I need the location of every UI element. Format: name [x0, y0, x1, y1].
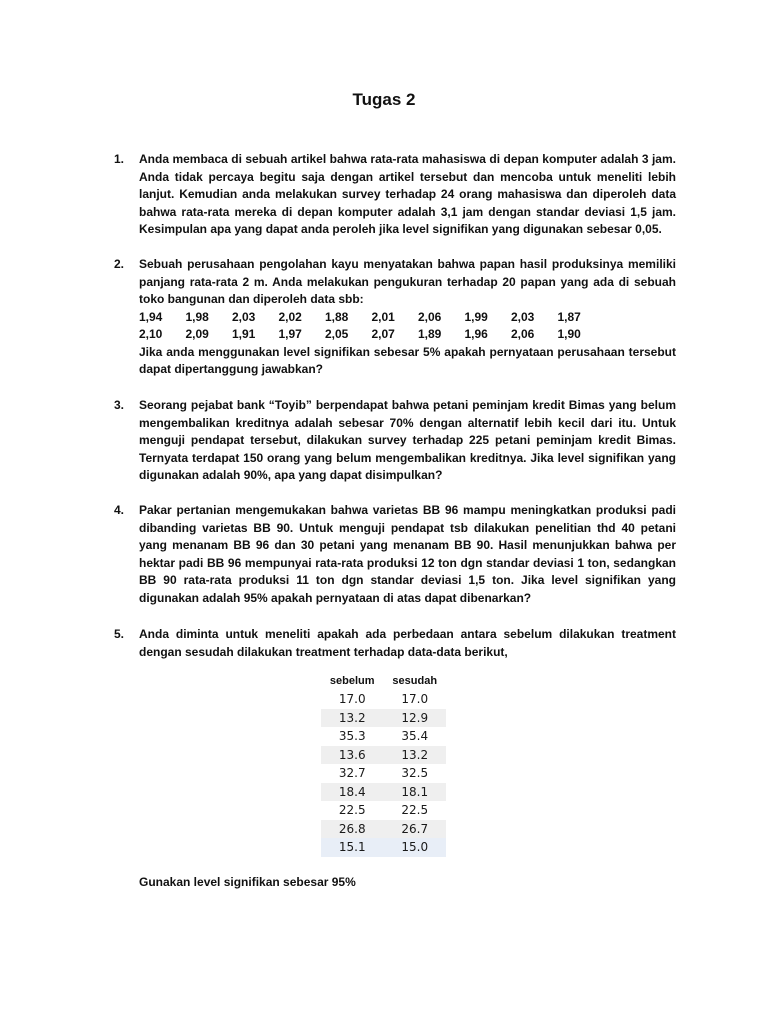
data-value: 1,88: [325, 309, 349, 324]
problem-number: 5.: [114, 627, 125, 641]
problem-body: [139, 397, 676, 485]
before-value: 18.4: [321, 783, 384, 802]
after-value: 12.9: [384, 709, 447, 728]
data-value: 1,96: [464, 327, 488, 341]
data-value: 2,03: [232, 309, 256, 324]
column-header-before: sebelum: [329, 674, 375, 687]
table-row: [321, 764, 446, 783]
after-value: 35.4: [401, 729, 429, 744]
problem-number: 4.: [114, 503, 125, 517]
before-value: 26.8: [321, 820, 384, 839]
data-value: 2,03: [511, 309, 535, 324]
before-value: 32.7: [338, 766, 366, 781]
data-value: 1,91: [232, 327, 256, 341]
problem-number: 1.: [114, 152, 125, 166]
data-value: 2,06: [511, 327, 535, 341]
after-value: 32.5: [401, 766, 429, 781]
data-value: 2,05: [325, 327, 349, 341]
table-row: [321, 783, 446, 802]
problem-4: [114, 502, 676, 607]
table-row: [321, 709, 446, 728]
problem-body: [139, 151, 676, 239]
after-value: 13.2: [384, 746, 447, 765]
table-row: [321, 727, 446, 746]
after-value: 22.5: [401, 803, 429, 818]
problem-5: [114, 626, 676, 661]
data-value: 1,97: [278, 327, 302, 341]
problem-3: [114, 397, 676, 485]
problem-number: 3.: [114, 398, 125, 412]
table-row: [321, 746, 446, 765]
comparison-table: [321, 671, 446, 857]
problem-body: [139, 256, 676, 379]
problem-body: [139, 626, 676, 661]
data-value: 2,10: [139, 327, 163, 341]
before-value: 35.3: [338, 729, 366, 744]
after-value: 26.7: [384, 820, 447, 839]
column-header-after: sesudah: [392, 674, 438, 687]
before-after-table: [321, 671, 446, 857]
data-value: 1,89: [418, 327, 442, 341]
table-row: [321, 820, 446, 839]
problem-question: Jika anda menggunakan level signifikan sebesar 5% apakah pernyataan perusahaan tersebut dapat dipertanggung jawabkan?: [139, 344, 676, 376]
problem-text: Pakar pertanian mengemukakan bahwa varietas BB 96 mampu meningkatkan produksi padi dibanding varietas BB 90. Untuk menguji pendapat tsb dilakukan penelitian thd 40 petani yang menanam BB 96 dan 30 petani yang menanam BB 90. Hasil menunjukkan bahwa per hektar padi BB 96 mempunyai rata-rata produksi 12 ton dgn standar deviasi 1 ton, sedangkan BB 90 rata-rata produksi 11 ton dgn standar deviasi 1,5 ton. Jika level signifikan yang digunakan adalah 95% apakah pernyataan di atas dapat dibenarkan?: [139, 503, 676, 605]
before-value: 15.1: [321, 838, 384, 857]
page-title: Tugas 2: [352, 90, 416, 109]
data-value: 1,99: [464, 309, 488, 324]
after-value: 15.0: [384, 838, 447, 857]
measurement-data: [139, 309, 676, 344]
data-row: [139, 326, 676, 344]
data-value: 2,02: [278, 309, 302, 324]
problem-text: Seorang pejabat bank “Toyib” berpendapat bahwa petani peminjam kredit Bimas yang belum mengembalikan kreditnya adalah sebesar 70% dengan alternatif lebih kecil dari itu. Untuk menguji pendapat tersebut, dilakukan survey terhadap 225 petani peminjam kredit Bimas. Ternyata terdapat 150 orang yang belum mengembalikan kreditnya. Jika level signifikan yang digunakan adalah 90%, apa yang dapat disimpulkan?: [139, 398, 676, 482]
data-value: 1,87: [557, 309, 581, 324]
data-value: 2,07: [371, 327, 395, 341]
problem-text: Sebuah perusahaan pengolahan kayu menyatakan bahwa papan hasil produksinya memiliki panjang rata-rata 2 m. Anda melakukan pengukuran terhadap 20 papan yang ada di sebuah toko bangunan dan diperoleh data sbb:: [139, 257, 676, 306]
before-value: 22.5: [338, 803, 366, 818]
data-value: 1,94: [139, 309, 163, 324]
data-value: 1,90: [557, 327, 581, 341]
table-row: [321, 838, 446, 857]
table-row: [321, 690, 446, 709]
after-value: 17.0: [401, 692, 429, 707]
after-value: 18.1: [384, 783, 447, 802]
data-value: 2,06: [418, 309, 442, 324]
table-header-row: [321, 671, 446, 690]
data-value: 1,98: [185, 309, 209, 324]
before-value: 17.0: [338, 692, 366, 707]
before-value: 13.6: [321, 746, 384, 765]
data-row: [139, 309, 676, 327]
significance-note: Gunakan level signifikan sebesar 95%: [139, 875, 356, 889]
table-row: [321, 801, 446, 820]
problem-text: Anda membaca di sebuah artikel bahwa rata-rata mahasiswa di depan komputer adalah 3 jam. Anda tidak percaya begitu saja dengan artikel tersebut dan mencoba untuk meneliti lebih lanjut. Kemudian anda melakukan survey terhadap 24 orang mahasiswa dan diperoleh data bahwa rata-rata mereka di depan komputer adalah 3,1 jam dengan standar deviasi 1,5 jam. Kesimpulan apa yang dapat anda peroleh jika level signifikan yang digunakan sebesar 0,05.: [139, 152, 676, 236]
data-value: 2,01: [371, 309, 395, 324]
problem-1: [114, 151, 676, 239]
problem-number: 2.: [114, 257, 125, 271]
problem-body: [139, 502, 676, 607]
before-value: 13.2: [321, 709, 384, 728]
problem-text: Anda diminta untuk meneliti apakah ada perbedaan antara sebelum dilakukan treatment dengan sesudah dilakukan treatment terhadap data-data berikut,: [139, 627, 676, 659]
data-value: 2,09: [185, 327, 209, 341]
problem-2: [114, 256, 676, 379]
